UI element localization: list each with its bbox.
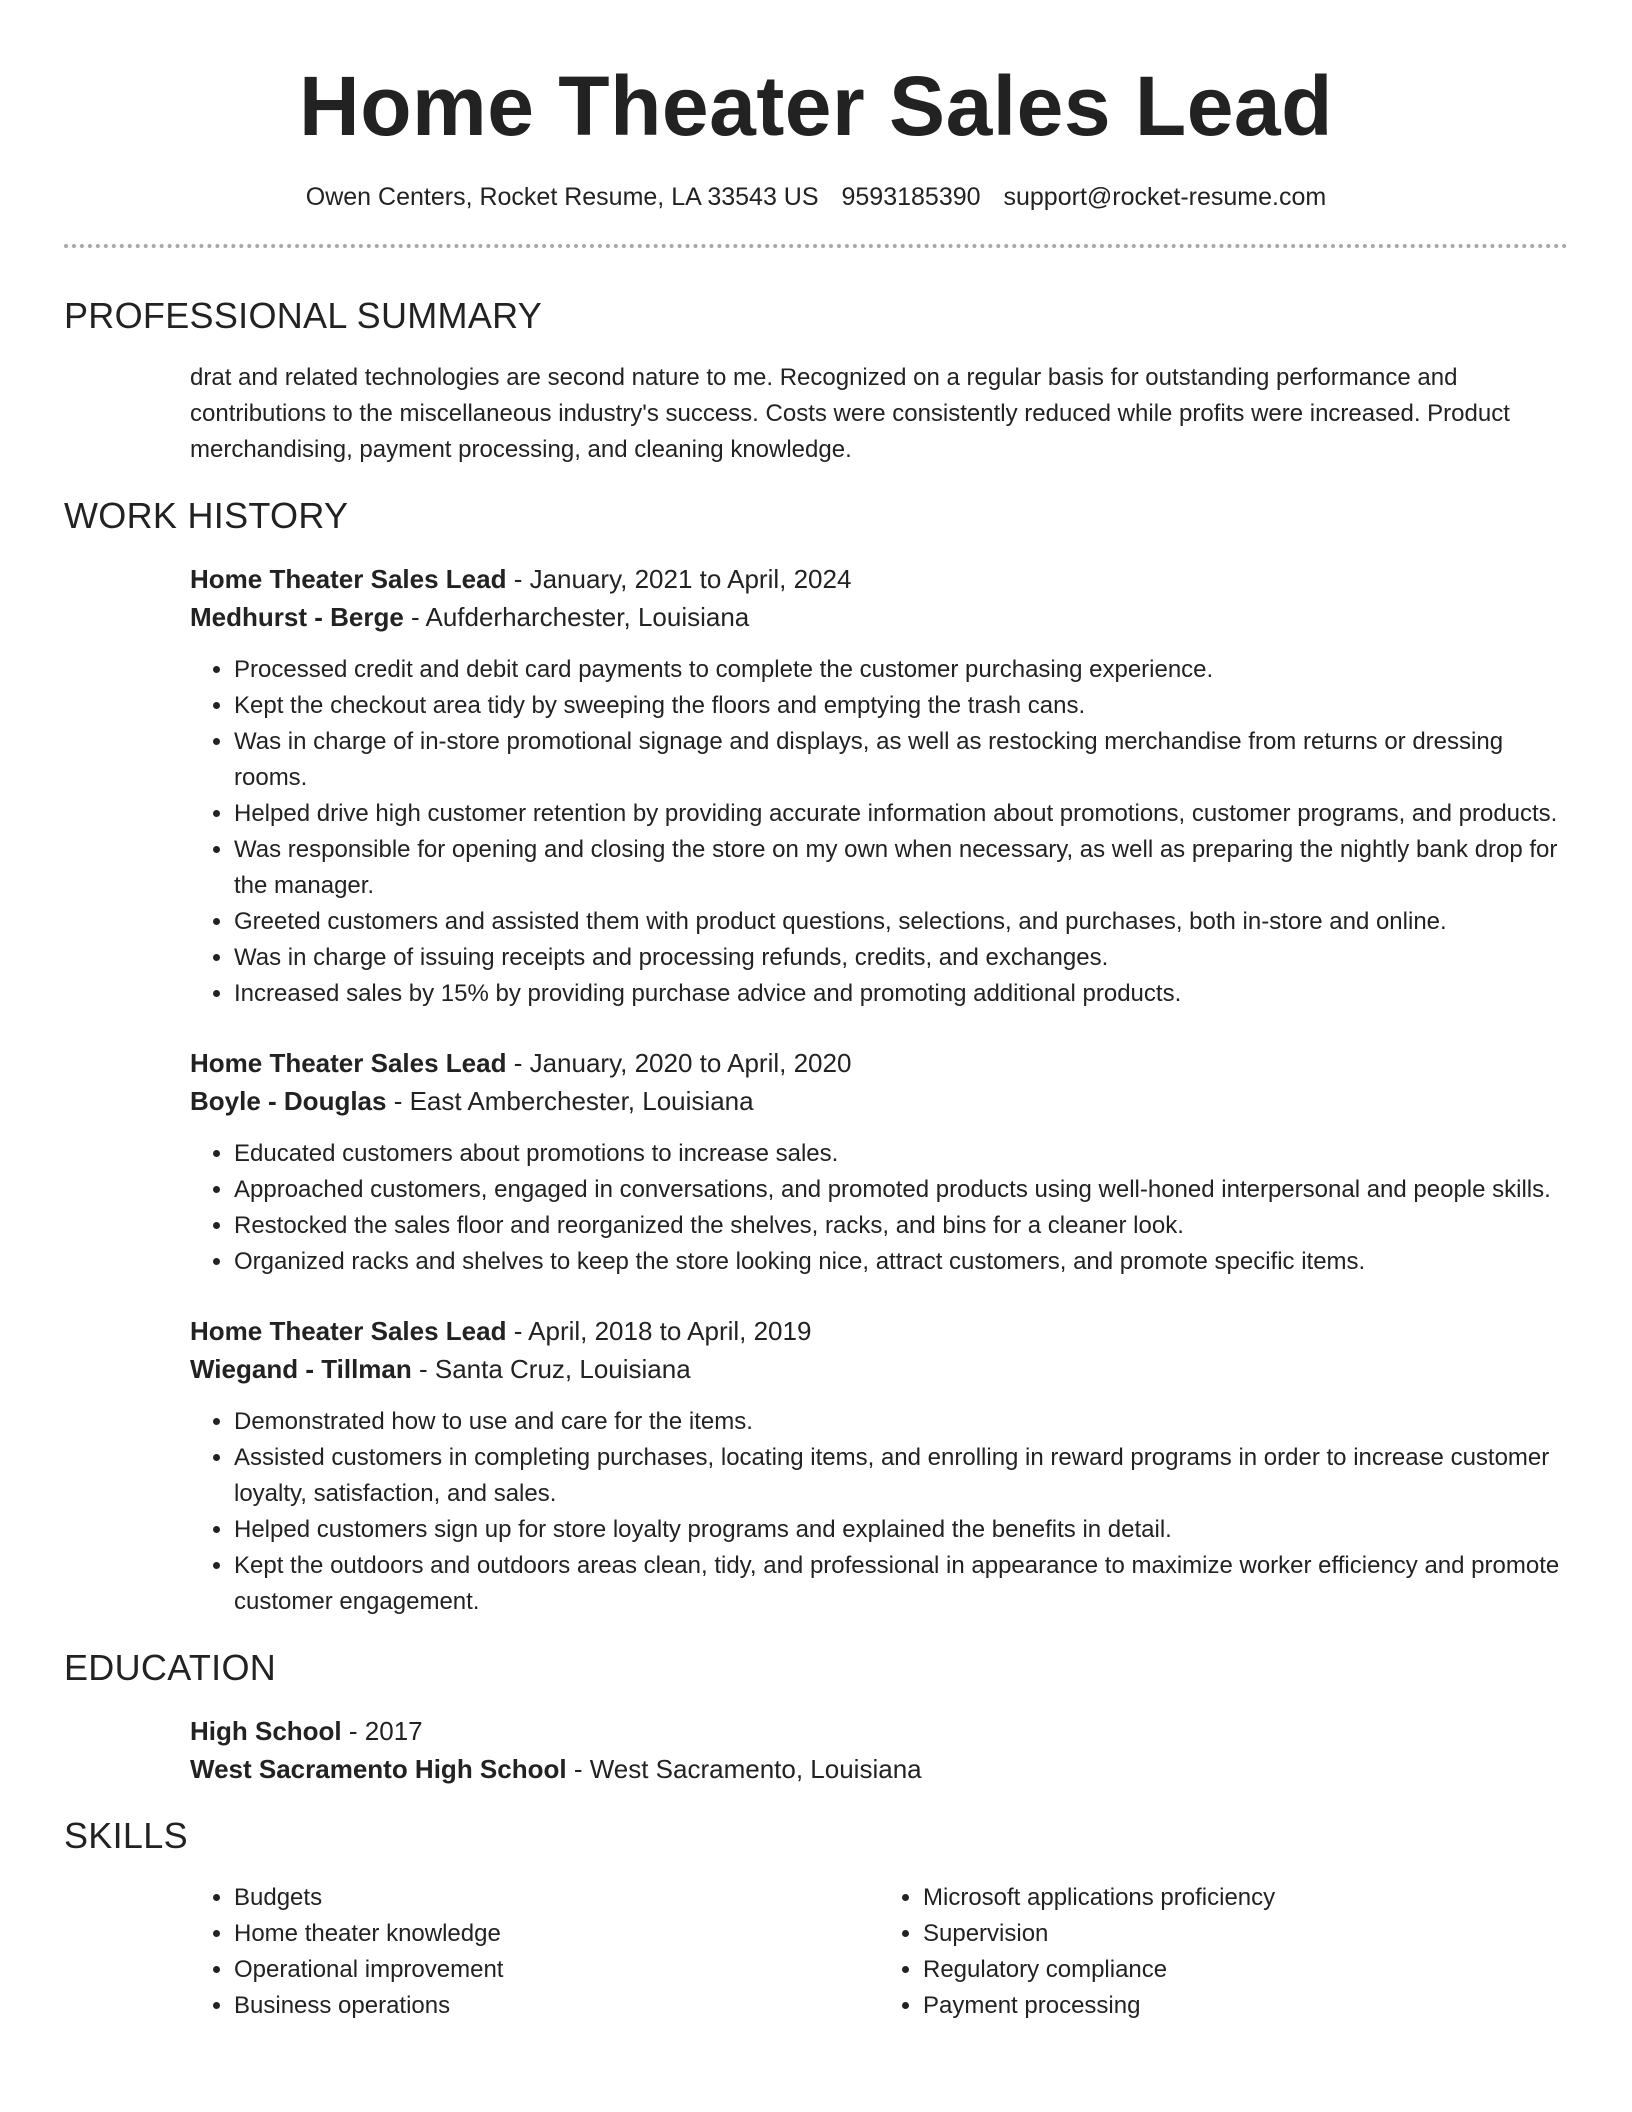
- skills-section: [64, 1814, 1568, 2024]
- job-title-line: [190, 1044, 1568, 1082]
- work-history-title: WORK HISTORY: [64, 495, 349, 536]
- list-item: • Increased sales by 15% by providing purchase advice and promoting additional products.: [234, 976, 1568, 1012]
- list-item: • Approached customers, engaged in conversations, and promoted products using well-honed interpersonal and people skills.: [234, 1172, 1568, 1208]
- job-title-line: [190, 560, 1568, 598]
- education-section: [64, 1646, 1568, 1788]
- education-year: - 2017: [341, 1716, 423, 1746]
- contact-phone: 9593185390: [841, 183, 981, 211]
- job-entry: [190, 1312, 1568, 1620]
- summary-text: drat and related technologies are second nature to me. Recognized on a regular basis for outstanding performance and contributions to the miscellaneous industry's success. Costs were consistently reduced while profits were increased. Product merchandising, payment processing, and cleaning knowledge.: [190, 364, 1510, 463]
- list-item: • Processed credit and debit card payments to complete the customer purchasing experience.: [234, 652, 1568, 688]
- summary-section: [64, 294, 1568, 468]
- job-company-line: [190, 1082, 1568, 1120]
- job-dates: - January, 2020 to April, 2020: [506, 1048, 852, 1078]
- skill-item: • Supervision: [923, 1916, 1568, 1952]
- job-company: Wiegand - Tillman: [190, 1354, 412, 1384]
- skill-item: • Budgets: [234, 1880, 879, 1916]
- list-item: • Helped drive high customer retention by providing accurate information about promotions, customer programs, and products.: [234, 796, 1568, 832]
- candidate-name: Home Theater Sales Lead: [299, 59, 1333, 153]
- contact-email: support@rocket-resume.com: [1003, 183, 1327, 211]
- job-company: Boyle - Douglas: [190, 1086, 387, 1116]
- job-dates: - April, 2018 to April, 2019: [506, 1316, 812, 1346]
- job-company-line: [190, 1350, 1568, 1388]
- list-item: • Was in charge of issuing receipts and processing refunds, credits, and exchanges.: [234, 940, 1568, 976]
- job-entry: [190, 560, 1568, 1012]
- job-dates: - January, 2021 to April, 2024: [506, 564, 852, 594]
- job-role: Home Theater Sales Lead: [190, 564, 507, 594]
- job-bullets: [190, 652, 1568, 1012]
- education-degree: High School: [190, 1716, 342, 1746]
- list-item: • Greeted customers and assisted them with product questions, selections, and purchases, both in-store and online.: [234, 904, 1568, 940]
- job-company-line: [190, 598, 1568, 636]
- job-role: Home Theater Sales Lead: [190, 1316, 507, 1346]
- list-item: • Demonstrated how to use and care for the items.: [234, 1404, 1568, 1440]
- job-location: - Santa Cruz, Louisiana: [411, 1354, 691, 1384]
- job-entry: [190, 1044, 1568, 1280]
- job-bullets: [190, 1136, 1568, 1280]
- list-item: • Helped customers sign up for store loyalty programs and explained the benefits in detail.: [234, 1512, 1568, 1548]
- list-item: • Kept the checkout area tidy by sweeping the floors and emptying the trash cans.: [234, 688, 1568, 724]
- list-item: • Educated customers about promotions to increase sales.: [234, 1136, 1568, 1172]
- job-bullets: [190, 1404, 1568, 1620]
- skill-item: • Home theater knowledge: [234, 1916, 879, 1952]
- summary-title: PROFESSIONAL SUMMARY: [64, 295, 543, 336]
- education-school: West Sacramento High School: [190, 1754, 567, 1784]
- contact-address: Owen Centers, Rocket Resume, LA 33543 US: [305, 183, 819, 211]
- job-role: Home Theater Sales Lead: [190, 1048, 507, 1078]
- education-school-line: [190, 1750, 1568, 1788]
- job-location: - Aufderharchester, Louisiana: [403, 602, 750, 632]
- job-location: - East Amberchester, Louisiana: [386, 1086, 754, 1116]
- skills-column-left: [190, 1880, 879, 2024]
- education-degree-line: [190, 1712, 1568, 1750]
- skill-item: • Payment processing: [923, 1988, 1568, 2024]
- work-history-section: [64, 494, 1568, 1620]
- header-divider: [64, 244, 1568, 248]
- skills-column-right: [879, 1880, 1568, 2024]
- list-item: • Kept the outdoors and outdoors areas clean, tidy, and professional in appearance to maximize worker efficiency and promote customer engagement.: [234, 1548, 1568, 1620]
- contact-line: [64, 180, 1568, 214]
- skills-grid: [190, 1880, 1568, 2024]
- skill-item: • Operational improvement: [234, 1952, 879, 1988]
- list-item: • Assisted customers in completing purchases, locating items, and enrolling in reward programs in order to increase customer loyalty, satisfaction, and sales.: [234, 1440, 1568, 1512]
- skill-item: • Business operations: [234, 1988, 879, 2024]
- education-location: - West Sacramento, Louisiana: [566, 1754, 922, 1784]
- list-item: • Was responsible for opening and closing the store on my own when necessary, as well as preparing the nightly bank drop for the manager.: [234, 832, 1568, 904]
- list-item: • Organized racks and shelves to keep the store looking nice, attract customers, and promote specific items.: [234, 1244, 1568, 1280]
- job-title-line: [190, 1312, 1568, 1350]
- list-item: • Restocked the sales floor and reorganized the shelves, racks, and bins for a cleaner look.: [234, 1208, 1568, 1244]
- skill-item: • Microsoft applications proficiency: [923, 1880, 1568, 1916]
- skill-item: • Regulatory compliance: [923, 1952, 1568, 1988]
- skills-title: SKILLS: [64, 1815, 188, 1856]
- education-title: EDUCATION: [64, 1647, 277, 1688]
- job-company: Medhurst - Berge: [190, 602, 404, 632]
- list-item: • Was in charge of in-store promotional signage and displays, as well as restocking merchandise from returns or dressing rooms.: [234, 724, 1568, 796]
